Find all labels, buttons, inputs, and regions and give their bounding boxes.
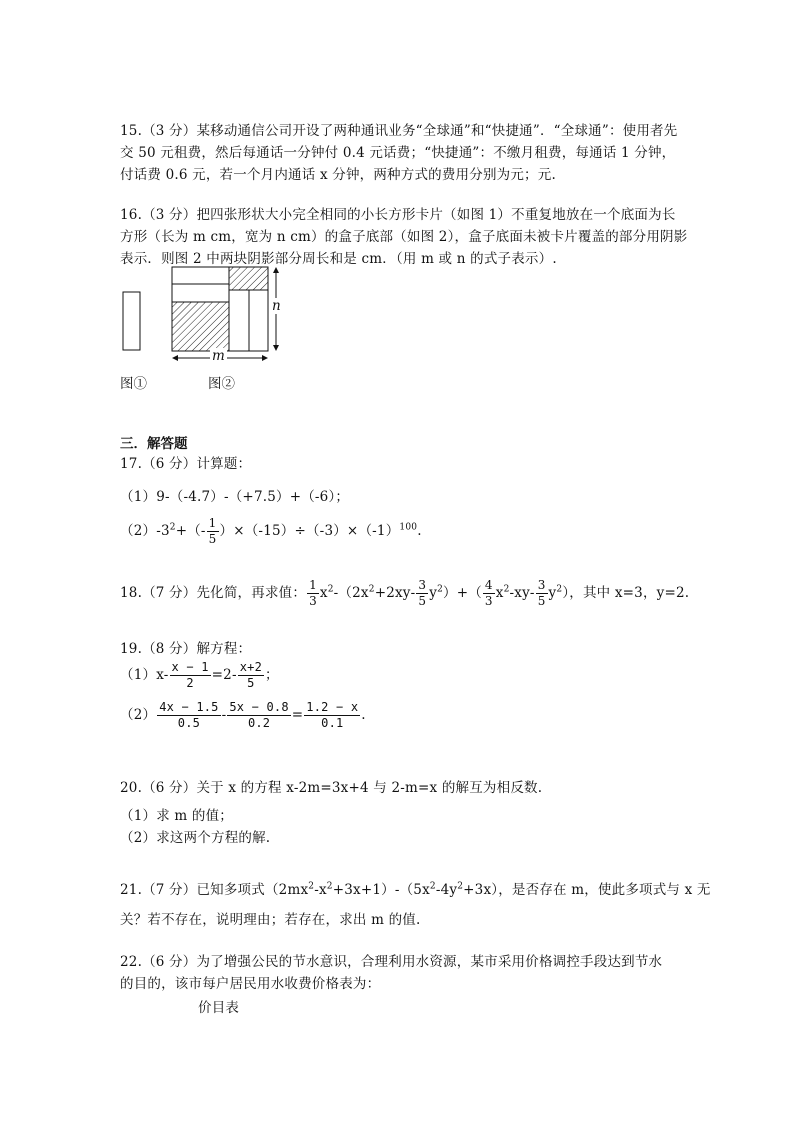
- q16-line1: 16.（3 分）把四张形状大小完全相同的小长方形卡片（如图 1）不重复地放在一个底面为长: [120, 207, 676, 223]
- label-m: m: [212, 348, 225, 364]
- fig1-card: [123, 292, 140, 350]
- q17-part1: （1）9-（-4.7）-（+7.5）+（-6）；: [120, 489, 350, 505]
- fraction: $\frac{1}{5}$: [208, 516, 217, 546]
- fig2-card-h1: [172, 267, 229, 284]
- q17-stem: 17.（6 分）计算题：: [120, 456, 252, 472]
- q20-stem: 20.（6 分）关于 x 的方程 x-2m=3x+4 与 2-m=x 的解互为相反数.: [120, 780, 543, 796]
- q20-part2: （2）求这两个方程的解.: [120, 830, 271, 846]
- q21-line2: 关？若不存在，说明理由；若存在，求出 m 的值.: [120, 912, 421, 928]
- q19-stem: 19.（8 分）解方程：: [120, 641, 252, 657]
- fig2-shade-top-right: [229, 267, 268, 290]
- label-n: n: [272, 298, 281, 314]
- q15-line2: 交 50 元租费，然后每通话一分钟付 0.4 元话费；“快捷通”：不缴月租费，每通话 1 分钟，: [120, 145, 676, 161]
- q15-line3: 付话费 0.6 元，若一个月内通话 x 分钟，两种方式的费用分别为元；元.: [120, 167, 556, 183]
- fig2-caption: 图②: [208, 376, 235, 392]
- fig1-caption: 图①: [120, 376, 147, 392]
- q22-line1: 22.（6 分）为了增强公民的节水意识，合理利用水资源，某市采用价格调控手段达到节水: [120, 954, 663, 970]
- q19-part1: （1）x- $\frac{x - 1}{2}$ =2- $\frac{x+2}{5}$ ；: [120, 660, 279, 690]
- q22-table-title: 价目表: [198, 1000, 240, 1016]
- q16-line3: 表示．则图 2 中两块阴影部分周长和是 cm．（用 m 或 n 的式子表示）.: [120, 251, 557, 267]
- section-title: 三．解答题: [120, 436, 188, 452]
- q15-line1: 15.（3 分）某移动通信公司开设了两种通讯业务“全球通”和“快捷通”．“全球通”：使用者先: [120, 123, 678, 139]
- q18-line: 18.（7 分）先化简，再求值： $\frac{1}{3}$ $x^2-(2x^2+2xy-$ $\frac{3}{5}$ $y^2)+$（ $\frac{4}{3}$ $x^2-xy-$ $\frac{3}{5}$ $y^2$），其中 x=3，y=2.: [120, 578, 690, 608]
- q16-figures: [118, 262, 298, 372]
- q17-part2: $(2)-3^2+(-$ $\frac{1}{5}$ ）$\times(-15)\div(-3)\times(-1)^{100}$.: [120, 516, 422, 546]
- q22-line2: 的目的，该市每户居民用水收费价格表为：: [120, 976, 381, 992]
- fig2-shade-bottom-left: [172, 302, 229, 351]
- q20-part1: （1）求 m 的值；: [120, 808, 233, 824]
- fig2-card-h2: [172, 284, 229, 302]
- fig2-card-v1: [229, 290, 249, 351]
- q21-line1: 21.（7 分）已知多项式$(2mx^2-x^2+3x+1)-(5x^2-4y^2+3x)$，是否存在 m，使此多项式与 x 无: [120, 881, 711, 898]
- q16-line2: 方形（长为 m cm，宽为 n cm）的盒子底部（如图 2），盒子底面未被卡片覆盖的部分用阴影: [120, 229, 688, 245]
- q19-part2: （2） $\frac{4x - 1.5}{0.5}$ - $\frac{5x - 0.8}{0.2}$ = $\frac{1.2 - x}{0.1}$ .: [120, 700, 366, 730]
- fig2-card-v2: [249, 290, 268, 351]
